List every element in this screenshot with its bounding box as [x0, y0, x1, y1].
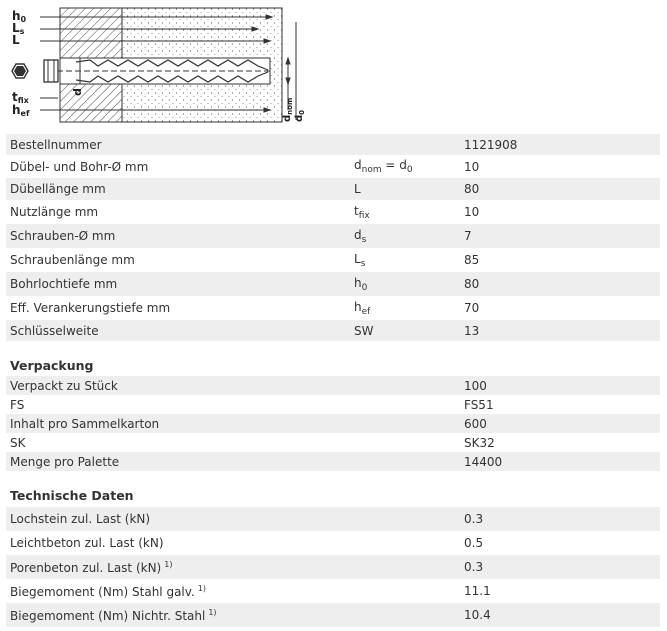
- spec-row: [6, 296, 660, 320]
- packaging-value: 600: [464, 416, 487, 431]
- spec-label: Dübellänge mm: [10, 182, 106, 196]
- spec-label: Schraubenlänge mm: [10, 253, 135, 267]
- spec-symbol: $h_0$: [354, 275, 368, 293]
- ls-label: Ls: [12, 21, 25, 36]
- packaging-label: Menge pro Palette: [10, 454, 120, 469]
- spec-row: [6, 134, 660, 155]
- hex-head-icon: [12, 64, 28, 78]
- packaging-value: 100: [464, 378, 487, 393]
- packaging-label: Inhalt pro Sammelkarton: [10, 416, 160, 431]
- spec-label: Bestellnummer: [10, 137, 102, 152]
- packaging-row: [6, 452, 660, 471]
- spec-label: Bohrlochtiefe mm: [10, 277, 118, 291]
- packaging-row: [6, 376, 660, 395]
- footnote-mark: 1): [164, 559, 173, 569]
- spec-row: [6, 155, 660, 178]
- spec-value: 85: [464, 253, 480, 267]
- technical-label: Porenbeton zul. Last (kN) $^{1)}$: [10, 559, 173, 575]
- packaging-row: [6, 414, 660, 433]
- spec-symbol: $t_{fix}$: [354, 203, 370, 221]
- spec-row: [6, 200, 660, 224]
- packaging-value: 14400: [464, 454, 503, 469]
- spec-symbol: SW: [354, 323, 374, 338]
- d-label: d: [71, 88, 84, 96]
- spec-row: [6, 320, 660, 341]
- technical-value: 11.1: [464, 584, 491, 598]
- spec-value: 10: [464, 205, 480, 219]
- technical-label: Leichtbeton zul. Last (kN): [10, 536, 164, 550]
- packaging-heading: Verpackung: [10, 358, 94, 373]
- technical-label: Lochstein zul. Last (kN): [10, 512, 151, 526]
- h0-label: h0: [12, 9, 27, 24]
- technical-row: [6, 531, 660, 555]
- technical-value: 10.4: [464, 608, 491, 622]
- spec-value: 13: [464, 323, 480, 338]
- packaging-value: FS51: [464, 397, 494, 412]
- spec-label: Eff. Verankerungstiefe mm: [10, 301, 171, 315]
- spec-symbol: $h_{ef}$: [354, 299, 371, 317]
- spec-row: [6, 272, 660, 296]
- footnote-mark: 1): [208, 607, 217, 617]
- spec-row: [6, 224, 660, 248]
- technical-heading: Technische Daten: [10, 488, 134, 503]
- spec-symbol: L: [354, 182, 361, 196]
- spec-symbol: $d_s$: [354, 227, 367, 245]
- technical-label: Biegemoment (Nm) Stahl galv. $^{1)}$: [10, 583, 206, 599]
- d0-label: $d_0$: [294, 109, 306, 122]
- technical-row: [6, 555, 660, 579]
- dnom-label: $d_{nom}$: [282, 97, 294, 122]
- spec-value: 1121908: [464, 137, 518, 152]
- packaging-label: Verpackt zu Stück: [10, 378, 118, 393]
- technical-row: [6, 603, 660, 627]
- spec-row: [6, 178, 660, 200]
- technical-value: 0.5: [464, 536, 484, 550]
- packaging-row: [6, 395, 660, 414]
- spec-symbol: $L_s$: [354, 251, 366, 269]
- packaging-row: [6, 433, 660, 452]
- packaging-label: SK: [10, 435, 26, 450]
- spec-symbol: $d_{nom} = d_0$: [354, 158, 413, 175]
- spec-label: Nutzlänge mm: [10, 205, 99, 219]
- spec-label: Dübel- und Bohr-Ø mm: [10, 159, 149, 174]
- tfix-label: tfix: [12, 90, 29, 105]
- technical-label: Biegemoment (Nm) Nichtr. Stahl $^{1)}$: [10, 607, 217, 623]
- spec-value: 7: [464, 229, 472, 243]
- spec-value: 80: [464, 182, 480, 196]
- spec-value: 80: [464, 277, 480, 291]
- hef-label: hef: [12, 103, 30, 118]
- technical-row: [6, 579, 660, 603]
- spec-label: Schlüsselweite: [10, 323, 99, 338]
- spec-table: [6, 134, 660, 627]
- technical-value: 0.3: [464, 512, 484, 526]
- spec-value: 70: [464, 301, 480, 315]
- anchor-technical-drawing: [0, 0, 320, 130]
- l-label: L: [12, 33, 20, 47]
- spec-value: 10: [464, 159, 480, 174]
- packaging-value: SK32: [464, 435, 495, 450]
- packaging-label: FS: [10, 397, 25, 412]
- footnote-mark: 1): [197, 583, 206, 593]
- screw-head: [44, 60, 58, 82]
- spec-row: [6, 248, 660, 272]
- technical-row: [6, 507, 660, 531]
- spec-label: Schrauben-Ø mm: [10, 229, 116, 243]
- technical-value: 0.3: [464, 560, 484, 574]
